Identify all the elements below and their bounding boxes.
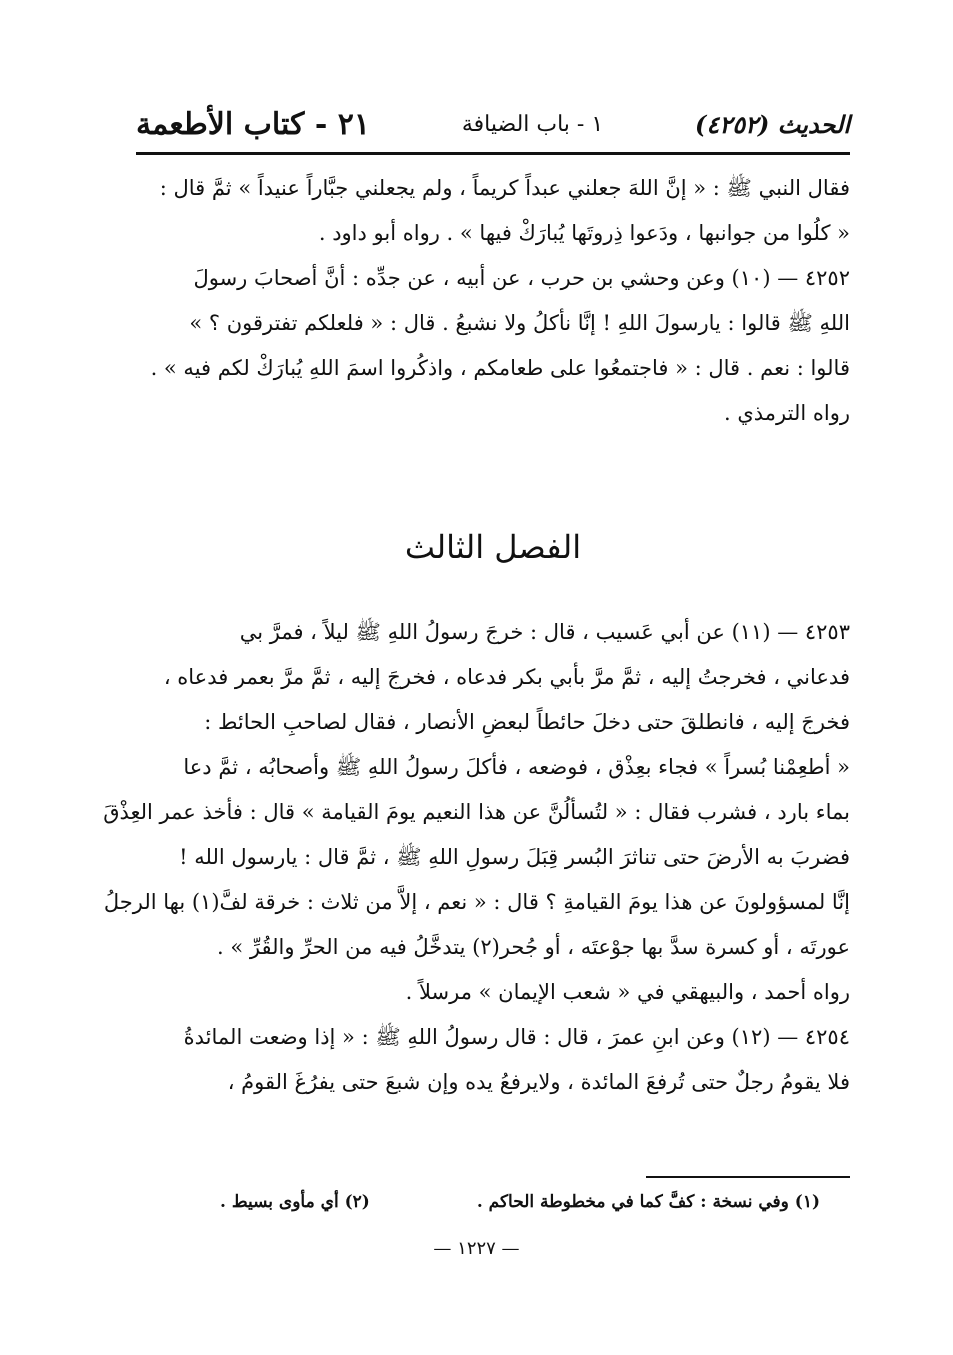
section-heading: ١ - باب الضيافة xyxy=(461,111,604,137)
page-header xyxy=(136,96,850,155)
text-line: فدعاني ، فخرجتُ إليه ، ثمَّ مرَّ بأبي بكر فدعاه ، فخرجَ إليه ، ثمَّ مرَّ بعمر فدعاه ، xyxy=(163,665,850,689)
text-line: فقال النبي ﷺ : « إنَّ اللهَ جعلني عبداً كريماً ، ولم يجعلني جبَّاراً عنيداً » ثمَّ قال : xyxy=(159,176,850,200)
text-line: فلا يقومُ رجلٌ حتى تُرفعَ المائدة ، ولايرفعُ يده وإن شبعَ حتى يفرُغَ القومُ ، xyxy=(227,1070,850,1094)
footnote-2: (٢) أي مأوى بسيط . xyxy=(220,1192,370,1212)
text-line: فضربَ به الأرضَ حتى تناثرَ البُسر قِبَلَ رسولِ اللهِ ﷺ ، ثمَّ قال : يارسول الله ! xyxy=(179,845,850,869)
chapter-title: ٢١ - كتاب الأطعمة xyxy=(136,106,370,142)
paragraph-top xyxy=(136,166,850,436)
footnote-divider xyxy=(646,1176,850,1178)
section-title: الفصل الثالث xyxy=(404,528,582,566)
text-line: رواه أحمد ، والبيهقي في « شعب الإيمان » مرسلاً . xyxy=(405,980,850,1004)
text-line: ٤٢٥٢ — (١٠) وعن وحشي بن حرب ، عن أبيه ، عن جدِّه : أنَّ أصحابَ رسولَ xyxy=(193,266,850,290)
text-line: ٤٢٥٣ — (١١) عن أبي عَسيب ، قال : خرجَ رسولُ اللهِ ﷺ ليلاً ، فمرَّ بي xyxy=(239,620,850,644)
text-line: « كلُوا من جوانبها ، ودَعوا ذِروتَها يُبارَكْ فيها » . رواه أبو داود . xyxy=(318,221,850,245)
paragraph-third-section xyxy=(103,610,850,1105)
text-line: عورتَه ، أو كسرة سدَّ بها جوْعتَه ، أو جُحر(٢) يتدخَّلُ فيه من الحرِّ والقُرِّ » . xyxy=(217,935,850,959)
text-line: ٤٢٥٤ — (١٢) وعن ابنِ عمرَ ، قال : قال رسولُ اللهِ ﷺ : « إذا وضعت المائدةُ xyxy=(183,1025,850,1049)
text-line: قالوا : نعم . قال : « فاجتمعُوا على طعامكم ، واذكُروا اسمَ اللهِ يُبارَكْ لكم فيه » . xyxy=(150,356,850,380)
page-number: — ١٢٢٧ — xyxy=(433,1238,520,1259)
text-line: اللهِ ﷺ قالوا : يارسولَ اللهِ ! إنَّا نأكلُ ولا نشبعُ . قال : « فلعلكم تفترقون ؟ » xyxy=(189,311,850,335)
text-line: إنَّا لمسؤولونَ عن هذا يومَ القيامةِ ؟ قال : « نعم ، إلاَّ من ثلاث : خرقة لفَّ(١) بها الرجلُ xyxy=(103,890,850,914)
text-line: « أطعِمْنا بُسراً » فجاء بعِذْق ، فوضعه ، فأكلَ رسولُ اللهِ ﷺ وأصحابُه ، ثمَّ دعا xyxy=(183,755,850,779)
footnotes xyxy=(220,1192,820,1212)
hadith-reference: الحديث (٤٢٥٢) xyxy=(695,109,850,139)
footnote-1: (١) وفي نسخة : كفَّ كما في مخطوطة الحاكم . xyxy=(476,1192,820,1212)
text-line: بماء بارد ، فشرب فقال : « لتُسألُنَّ عن هذا النعيم يومَ القيامة » قال : فأخذ عمر العِذْقَ xyxy=(103,800,850,824)
text-line: فخرجَ إليه ، فانطلقَ حتى دخلَ حائطاً لبعضِ الأنصار ، فقال لصاحبِ الحائط : xyxy=(204,710,850,734)
text-line: رواه الترمذي . xyxy=(723,401,850,425)
